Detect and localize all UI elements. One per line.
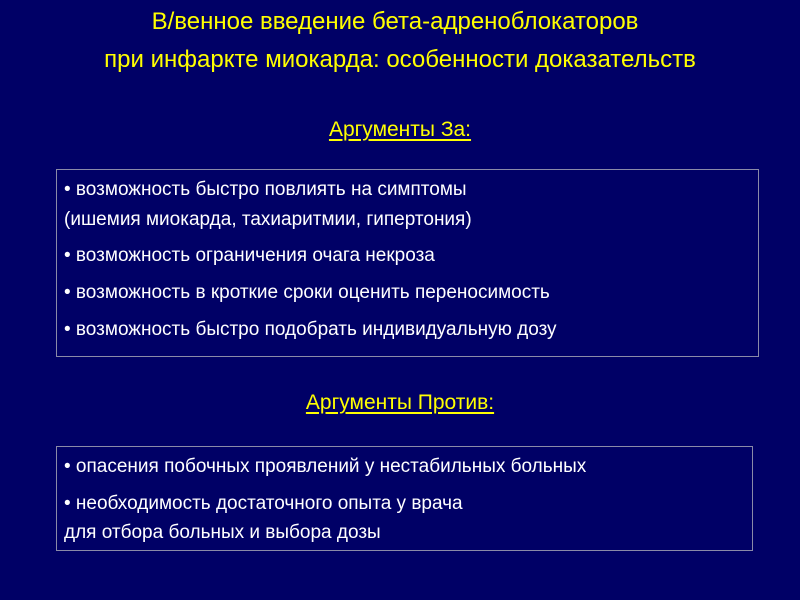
pro-arguments-box xyxy=(56,169,759,357)
contra-arguments-box xyxy=(56,446,753,551)
pro-argument-item xyxy=(64,175,758,235)
contra-argument-item xyxy=(64,452,752,481)
pro-argument-text-continued: (ишемия миокарда, тахиаритмии, гипертония) xyxy=(64,209,472,230)
pro-argument-text: • возможность в кроткие сроки оценить переносимость xyxy=(64,282,550,303)
contra-argument-text-continued: для отбора больных и выбора дозы xyxy=(64,522,381,543)
contra-argument-text: • необходимость достаточного опыта у врача xyxy=(64,493,463,514)
slide-title-line1: В/венное введение бета-адреноблокаторов xyxy=(151,8,639,35)
pro-arguments-heading: Аргументы За: xyxy=(328,118,472,141)
pro-argument-text: • возможность ограничения очага некроза xyxy=(64,245,435,266)
pro-argument-text: • возможность быстро повлиять на симптомы xyxy=(64,179,467,200)
contra-argument-item xyxy=(64,489,752,547)
contra-argument-text: • опасения побочных проявлений у нестабильных больных xyxy=(64,456,587,477)
contra-arguments-heading: Аргументы Против: xyxy=(305,391,495,414)
pro-argument-text: • возможность быстро подобрать индивидуальную дозу xyxy=(64,319,557,340)
pro-argument-item xyxy=(64,241,758,270)
pro-argument-item xyxy=(64,278,758,307)
pro-argument-item xyxy=(64,315,758,344)
slide-title-line2: при инфаркте миокарда: особенности доказательств xyxy=(104,46,696,73)
